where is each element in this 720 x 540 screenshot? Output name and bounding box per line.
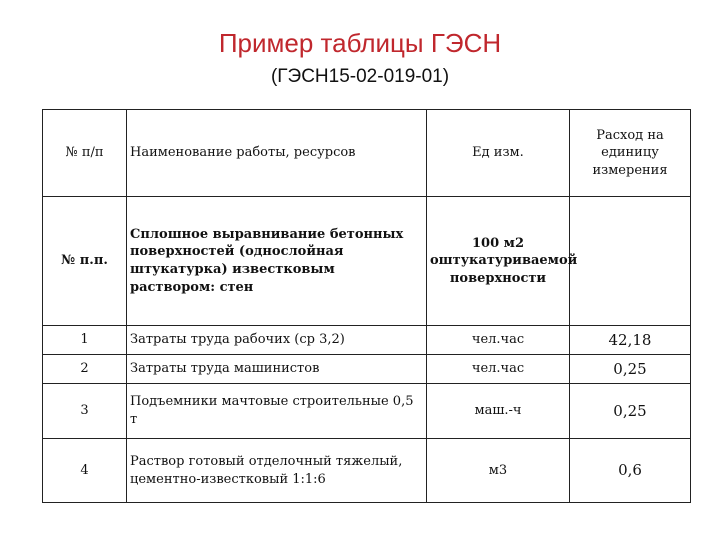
main-name: Сплошное выравнивание бетонных поверхностей (однослойная штукатурка) известковым раствором: стен [127, 197, 427, 326]
table-main-row [43, 197, 691, 326]
row-num: 1 [43, 326, 127, 355]
table-row [43, 326, 691, 355]
header-rate: Расход на единицу измерения [570, 110, 691, 197]
row-unit: м3 [427, 439, 570, 503]
row-name: Затраты труда рабочих (ср 3,2) [127, 326, 427, 355]
row-num: 2 [43, 355, 127, 384]
row-rate: 42,18 [570, 326, 691, 355]
gesn-table [42, 109, 691, 503]
row-name: Раствор готовый отделочный тяжелый, цементно-известковый 1:1:6 [127, 439, 427, 503]
main-rate [570, 197, 691, 326]
table-row [43, 384, 691, 439]
page-title: Пример таблицы ГЭСН [218, 28, 502, 58]
row-unit: маш.-ч [427, 384, 570, 439]
main-num: № п.п. [43, 197, 127, 326]
row-name: Затраты труда машинистов [127, 355, 427, 384]
table-header-row [43, 110, 691, 197]
row-unit: чел.час [427, 355, 570, 384]
row-unit: чел.час [427, 326, 570, 355]
header-name: Наименование работы, ресурсов [127, 110, 427, 197]
row-name: Подъемники мачтовые строительные 0,5 т [127, 384, 427, 439]
header-unit: Ед изм. [427, 110, 570, 197]
page-subtitle: (ГЭСН15-02-019-01) [270, 66, 450, 87]
main-unit: 100 м2 оштукатуриваемой поверхности [427, 197, 570, 326]
row-num: 4 [43, 439, 127, 503]
table-row [43, 355, 691, 384]
row-rate: 0,25 [570, 355, 691, 384]
row-num: 3 [43, 384, 127, 439]
row-rate: 0,6 [570, 439, 691, 503]
header-num: № п/п [43, 110, 127, 197]
table-row [43, 439, 691, 503]
row-rate: 0,25 [570, 384, 691, 439]
